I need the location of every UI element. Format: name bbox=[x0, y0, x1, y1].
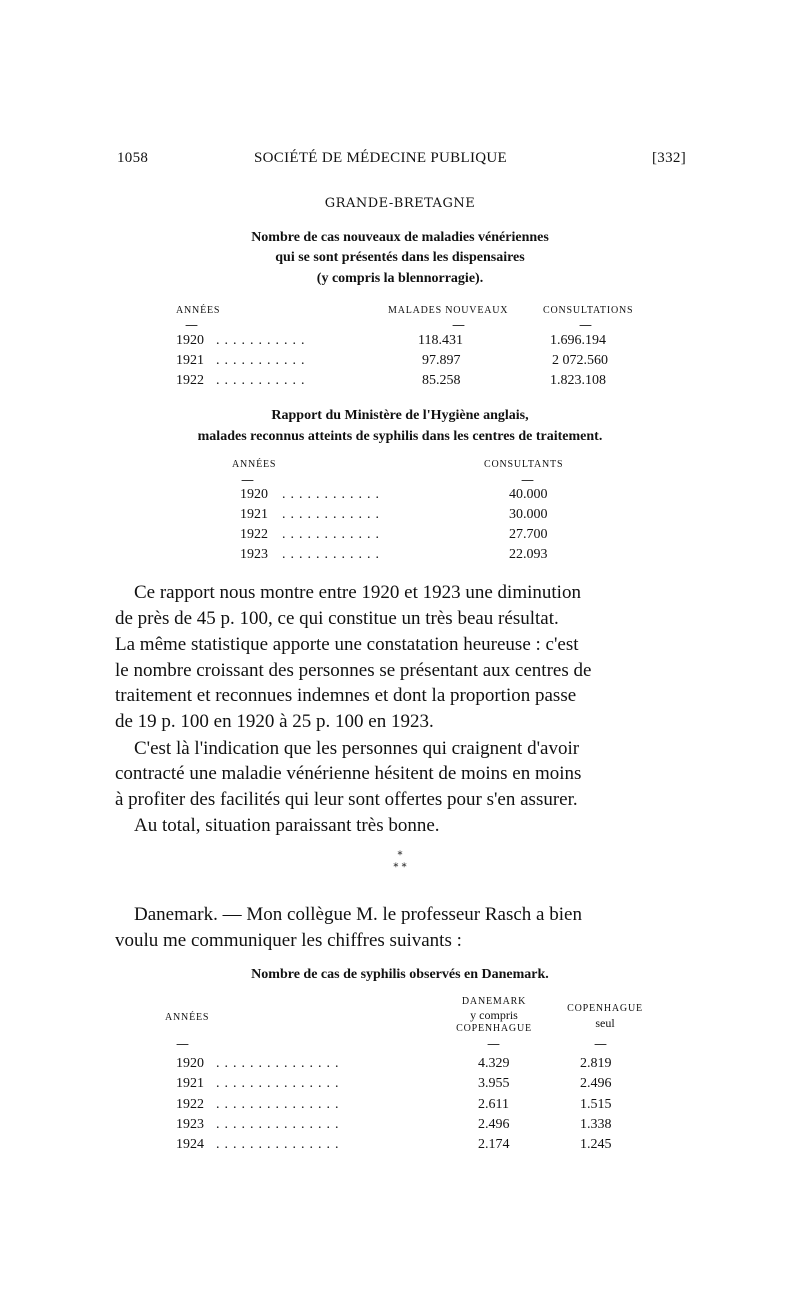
table3-dash: — bbox=[176, 1037, 189, 1052]
table1-col-consultations: CONSULTATIONS bbox=[543, 305, 634, 316]
bracket-number: [332] bbox=[652, 150, 686, 166]
table2-caption-line: Rapport du Ministère de l'Hygiène anglais, bbox=[271, 408, 529, 423]
table3-year: 1921 bbox=[176, 1076, 204, 1091]
table3-leader-dots: ............... bbox=[216, 1117, 344, 1132]
table1-leader-dots: ........... bbox=[216, 373, 310, 388]
asterism-bottom: * * bbox=[393, 862, 407, 873]
table3-danemark: 2.611 bbox=[478, 1097, 509, 1112]
table1-col-malades: MALADES NOUVEAUX bbox=[388, 305, 509, 316]
table2-leader-dots: ............ bbox=[282, 527, 384, 542]
table1-malades: 85.258 bbox=[422, 373, 461, 388]
table2-leader-dots: ............ bbox=[282, 487, 384, 502]
table1-year: 1921 bbox=[176, 353, 204, 368]
body-text-line: traitement et reconnues indemnes et dont la proportion passe bbox=[115, 685, 577, 706]
body-text-line: à profiter des facilités qui leur sont offertes pour s'en assurer. bbox=[115, 789, 578, 810]
table2-consultants: 22.093 bbox=[509, 547, 548, 562]
table3-col-danemark: COPENHAGUE bbox=[456, 1023, 532, 1034]
table3-danemark: 2.496 bbox=[478, 1117, 510, 1132]
table1-year: 1920 bbox=[176, 333, 204, 348]
table1-dash: — bbox=[452, 318, 465, 333]
table3-leader-dots: ............... bbox=[216, 1056, 344, 1071]
table1-malades: 97.897 bbox=[422, 353, 461, 368]
running-title: SOCIÉTÉ DE MÉDECINE PUBLIQUE bbox=[254, 150, 507, 166]
table3-year: 1924 bbox=[176, 1137, 204, 1152]
table3-year: 1920 bbox=[176, 1056, 204, 1071]
section-title: GRANDE-BRETAGNE bbox=[324, 196, 476, 211]
table3-copenhague: 2.819 bbox=[580, 1056, 612, 1071]
table3-danemark: 4.329 bbox=[478, 1056, 510, 1071]
table2-leader-dots: ............ bbox=[282, 507, 384, 522]
table3-year: 1923 bbox=[176, 1117, 204, 1132]
body-text-line: de près de 45 p. 100, ce qui constitue un très beau résultat. bbox=[115, 608, 559, 629]
table3-year: 1922 bbox=[176, 1097, 204, 1112]
table1-dash: — bbox=[579, 318, 592, 333]
table3-copenhague: 2.496 bbox=[580, 1076, 612, 1091]
table1-leader-dots: ........... bbox=[216, 353, 310, 368]
table2-year: 1922 bbox=[240, 527, 268, 542]
table3-copenhague: 1.515 bbox=[580, 1097, 612, 1112]
table3-danemark: 3.955 bbox=[478, 1076, 510, 1091]
table1-consultations: 1.696.194 bbox=[550, 333, 606, 348]
body-text-line: de 19 p. 100 en 1920 à 25 p. 100 en 1923. bbox=[115, 711, 434, 732]
table1-dash: — bbox=[185, 318, 198, 333]
body-text-line: Ce rapport nous montre entre 1920 et 1923 une diminution bbox=[134, 582, 581, 603]
table3-col-annees: ANNÉES bbox=[165, 1012, 210, 1023]
table2-caption-line: malades reconnus atteints de syphilis dans les centres de traitement. bbox=[197, 429, 603, 444]
table3-col-copenhague: seul bbox=[595, 1016, 615, 1030]
body-text-line: le nombre croissant des personnes se présentant aux centres de bbox=[115, 660, 592, 681]
table3-dash: — bbox=[487, 1037, 500, 1052]
table3-leader-dots: ............... bbox=[216, 1097, 344, 1112]
page-number: 1058 bbox=[117, 150, 149, 166]
body-text-line: Au total, situation paraissant très bonne. bbox=[134, 815, 440, 836]
table3-col-danemark: DANEMARK bbox=[461, 996, 527, 1007]
body-text-line: C'est là l'indication que les personnes qui craignent d'avoir bbox=[134, 738, 580, 759]
table3-dash: — bbox=[594, 1037, 607, 1052]
table3-col-danemark: y compris bbox=[470, 1008, 518, 1022]
table2-consultants: 30.000 bbox=[509, 507, 548, 522]
table2-year: 1923 bbox=[240, 547, 268, 562]
table1-consultations: 1.823.108 bbox=[550, 373, 606, 388]
table2-consultants: 27.700 bbox=[509, 527, 548, 542]
table2-col-consultants: CONSULTANTS bbox=[484, 459, 564, 470]
table3-leader-dots: ............... bbox=[216, 1137, 344, 1152]
table1-year: 1922 bbox=[176, 373, 204, 388]
table1-consultations: 2 072.560 bbox=[552, 353, 608, 368]
table3-danemark: 2.174 bbox=[478, 1137, 510, 1152]
table1-leader-dots: ........... bbox=[216, 333, 310, 348]
body-text-line: La même statistique apporte une constatation heureuse : c'est bbox=[115, 634, 579, 655]
table3-copenhague: 1.338 bbox=[580, 1117, 612, 1132]
table2-year: 1920 bbox=[240, 487, 268, 502]
table2-dash: — bbox=[521, 473, 534, 488]
table3-caption: Nombre de cas de syphilis observés en Danemark. bbox=[251, 967, 549, 982]
body-text-line: contracté une maladie vénérienne hésitent de moins en moins bbox=[115, 763, 582, 784]
table1-caption-line: (y compris la blennorragie). bbox=[316, 271, 484, 286]
asterism-top: * bbox=[397, 850, 403, 861]
table2-year: 1921 bbox=[240, 507, 268, 522]
table2-leader-dots: ............ bbox=[282, 547, 384, 562]
danemark-text-line: Danemark. — Mon collègue M. le professeur Rasch a bien bbox=[134, 904, 582, 925]
danemark-text-line: voulu me communiquer les chiffres suivants : bbox=[115, 930, 462, 951]
table2-col-annees: ANNÉES bbox=[232, 459, 277, 470]
table1-caption-line: Nombre de cas nouveaux de maladies vénériennes bbox=[251, 230, 549, 245]
table1-malades: 118.431 bbox=[418, 333, 463, 348]
table1-col-annees: ANNÉES bbox=[176, 305, 221, 316]
table3-leader-dots: ............... bbox=[216, 1076, 344, 1091]
table1-caption-line: qui se sont présentés dans les dispensaires bbox=[275, 250, 525, 265]
table3-copenhague: 1.245 bbox=[580, 1137, 612, 1152]
table2-consultants: 40.000 bbox=[509, 487, 548, 502]
table3-col-copenhague: COPENHAGUE bbox=[567, 1003, 643, 1014]
table2-dash: — bbox=[241, 473, 254, 488]
